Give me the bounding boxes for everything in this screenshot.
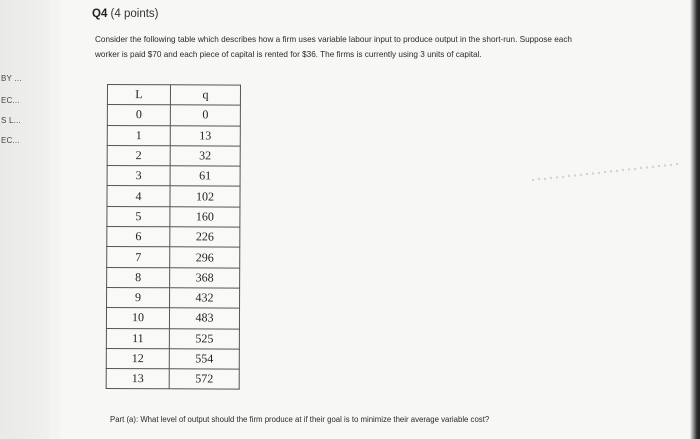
table-row — [107, 145, 240, 166]
cell-l: 7 — [107, 247, 170, 268]
cell-q: 296 — [170, 247, 240, 268]
cell-q: 554 — [169, 349, 239, 370]
cell-l: 0 — [107, 105, 170, 126]
prompt-line-2: worker is paid $70 and each piece of capital is rented for $36. The firms is currently using 3 units of capital. — [95, 50, 482, 59]
screen-edge — [690, 0, 700, 439]
cell-q: 61 — [170, 166, 240, 187]
table-row — [107, 267, 240, 288]
table-row — [107, 227, 240, 248]
labour-output-table — [106, 84, 241, 390]
cell-l: 8 — [107, 267, 170, 288]
cell-l: 2 — [107, 145, 170, 166]
cell-l: 11 — [106, 328, 169, 349]
cell-q: 432 — [170, 288, 240, 309]
cell-q: 13 — [170, 125, 240, 146]
sidebar-item-4[interactable]: EC... — [1, 136, 20, 145]
cell-q: 0 — [170, 105, 240, 126]
question-prompt — [95, 32, 635, 62]
cell-l: 3 — [107, 166, 170, 187]
table-row — [107, 105, 240, 126]
table-row — [106, 369, 239, 390]
sidebar-item-2[interactable]: EC... — [1, 96, 20, 105]
question-title — [92, 8, 158, 20]
table-row — [106, 328, 239, 349]
table-row — [107, 166, 240, 187]
header-q: q — [170, 85, 240, 106]
table-header-row — [107, 85, 240, 106]
cell-l: 4 — [107, 186, 170, 207]
table-row — [107, 125, 240, 146]
sidebar-item-1[interactable]: BY ... — [1, 74, 22, 83]
table-row — [106, 308, 239, 329]
sidebar-item-3[interactable]: S L... — [1, 116, 21, 125]
part-a-question: Part (a): What level of output should the firm produce at if their goal is to minimize their average variable cost? — [110, 415, 490, 424]
table-row — [107, 247, 240, 268]
cell-l: 12 — [106, 348, 169, 369]
cell-l: 6 — [107, 227, 170, 248]
cell-q: 226 — [170, 227, 240, 248]
table-row — [107, 186, 240, 207]
cell-q: 483 — [169, 308, 239, 329]
table-row — [107, 206, 240, 227]
cell-l: 13 — [106, 369, 169, 390]
screen-moire-artifact — [531, 158, 681, 182]
cell-q: 32 — [170, 146, 240, 167]
cell-q: 160 — [170, 207, 240, 228]
prompt-line-1: Consider the following table which describes how a firm uses variable labour input to produce output in the short-run. Suppose each — [95, 35, 572, 44]
question-number: Q4 — [92, 8, 108, 20]
cell-q: 572 — [169, 369, 239, 390]
left-sidebar — [0, 0, 50, 439]
cell-l: 1 — [107, 125, 170, 146]
cell-l: 9 — [107, 287, 170, 308]
header-l: L — [107, 85, 170, 106]
table-row — [106, 348, 239, 369]
table-row — [107, 287, 240, 308]
cell-q: 102 — [170, 186, 240, 207]
cell-l: 10 — [106, 308, 169, 329]
cell-l: 5 — [107, 206, 170, 227]
cell-q: 525 — [169, 328, 239, 349]
question-points: (4 points) — [110, 8, 159, 20]
cell-q: 368 — [170, 267, 240, 288]
